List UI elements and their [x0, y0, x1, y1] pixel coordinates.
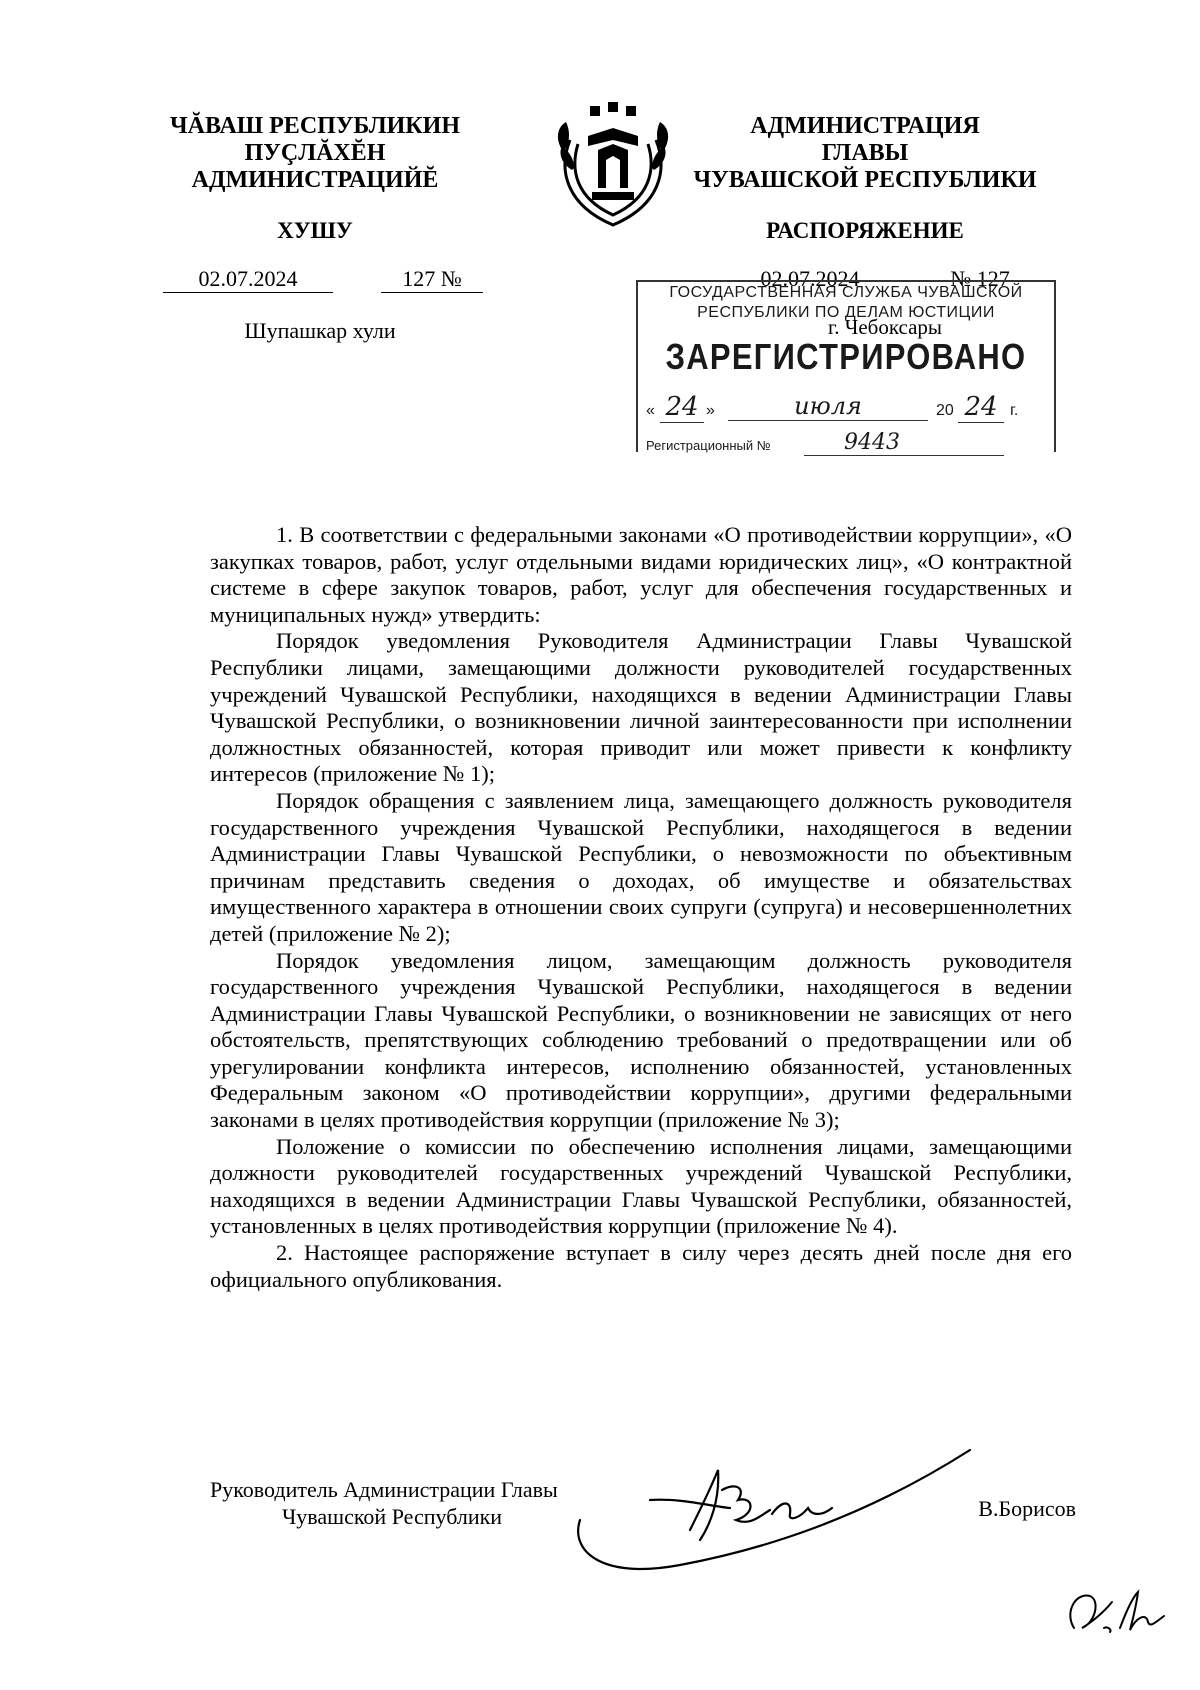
- stamp-quote-open: «: [646, 402, 655, 419]
- stamp-year-prefix: 20: [936, 402, 954, 419]
- stamp-date-row: [646, 392, 1051, 426]
- handwritten-initials-icon: [1060, 1582, 1170, 1642]
- body-paragraph: Порядок уведомления лицом, замещающим должность руководителя государственного учреждения Чувашской Республики, находящегося в ведении Администрации Главы Чувашской Республики, о возникновении не зависящих от него обстоятельств, препятствующих соблюдению требований о предотвращении или об урегулировании конфликта интересов, исполнению обязанностей, установленных Федеральным законом «О противодействии коррупции», другими федеральными законами в целях противодействия коррупции (приложение № 3);: [210, 947, 1072, 1133]
- body-paragraph: Порядок обращения с заявлением лица, замещающего должность руководителя государственного учреждения Чувашской Республики, находящегося в ведении Администрации Главы Чувашской Республики, о невозможности по объективным причинам представить сведения о доходах, об имуществе и обязательствах имущественного характера в отношении своих супруги (супруга) и несовершеннолетних детей (приложение № 2);: [210, 787, 1072, 946]
- stamp-year-suffix: 24: [958, 392, 1004, 423]
- signatory-title-line1: Руководитель Администрации Главы: [210, 1477, 558, 1502]
- stamp-year-unit: г.: [1010, 402, 1019, 419]
- city-right: г. Чебоксары: [827, 315, 943, 339]
- city-left: Шупашкар хули: [244, 318, 396, 343]
- registration-stamp: [636, 280, 1056, 470]
- body-paragraph: Порядок уведомления Руководителя Администрации Главы Чувашской Республики лицами, замещающими должности руководителей государственных учреждений Чувашской Республики, находящихся в ведении Администрации Главы Чувашской Республики, о возникновении личной заинтересованности при исполнении должностных обязанностей, которая приводит или может привести к конфликту интересов (приложение № 1);: [210, 628, 1072, 787]
- doc-number-right: № 127: [950, 266, 1010, 291]
- doc-kind-left: ХУШУ: [277, 218, 353, 243]
- body-paragraph: 2. Настоящее распоряжение вступает в силу через десять дней после дня его официального опубликования.: [210, 1240, 1072, 1292]
- stamp-day: 24: [660, 392, 704, 423]
- stamp-number-value: 9443: [804, 430, 1004, 456]
- stamp-frame-top: [636, 280, 1056, 282]
- stamp-agency-line1: ГОСУДАРСТВЕННАЯ СЛУЖБА ЧУВАШСКОЙ: [669, 284, 1023, 301]
- header-right-line: АДМИНИСТРАЦИЯ: [750, 113, 980, 139]
- header-left-title: [170, 113, 460, 194]
- stamp-registered-label: ЗАРЕГИСТРИРОВАНО: [665, 336, 1027, 377]
- doc-number-left: 127 №: [381, 266, 483, 293]
- header-left-line: АДМИНИСТРАЦИЙĔ: [191, 167, 439, 193]
- stamp-number-label: Регистрационный №: [646, 438, 771, 453]
- header-right-line: ЧУВАШСКОЙ РЕСПУБЛИКИ: [693, 167, 1037, 193]
- header-right-title: [685, 113, 1045, 194]
- doc-date-left: 02.07.2024: [163, 266, 333, 293]
- doc-kind-right: РАСПОРЯЖЕНИЕ: [766, 218, 964, 243]
- header-left-line: ПУÇЛĂХĔН: [244, 140, 386, 166]
- header-right-line: ГЛАВЫ: [821, 140, 909, 166]
- document-body: [210, 522, 1072, 1293]
- header-left-line: ЧĂВАШ РЕСПУБЛИКИН: [170, 113, 460, 139]
- body-paragraph: Положение о комиссии по обеспечению исполнения лицами, замещающими должности руководителей государственных учреждений Чувашской Республики, находящихся в ведении Администрации Главы Чувашской Республики, обязанностей, установленных в целях противодействия коррупции (приложение № 4).: [210, 1133, 1072, 1239]
- stamp-agency-line2: РЕСПУБЛИКИ ПО ДЕЛАМ ЮСТИЦИИ: [697, 304, 995, 321]
- body-paragraph: 1. В соответствии с федеральными законами «О противодействии коррупции», «О закупках товаров, работ, услуг отдельными видами юридических лиц», «О контрактной системе в сфере закупок товаров, работ, услуг для обеспечения государственных и муниципальных нужд» утвердить:: [210, 522, 1072, 627]
- signatory-name: В.Борисов: [978, 1496, 1076, 1521]
- handwritten-signature-icon: [560, 1430, 980, 1580]
- stamp-quote-close: »: [706, 402, 715, 419]
- chuvash-emblem-icon: [548, 100, 678, 230]
- signatory-title-line2: Чувашской Республики: [282, 1504, 503, 1529]
- stamp-number-row: [646, 430, 1051, 460]
- stamp-month: июля: [728, 392, 928, 421]
- doc-date-right: 02.07.2024: [760, 266, 860, 291]
